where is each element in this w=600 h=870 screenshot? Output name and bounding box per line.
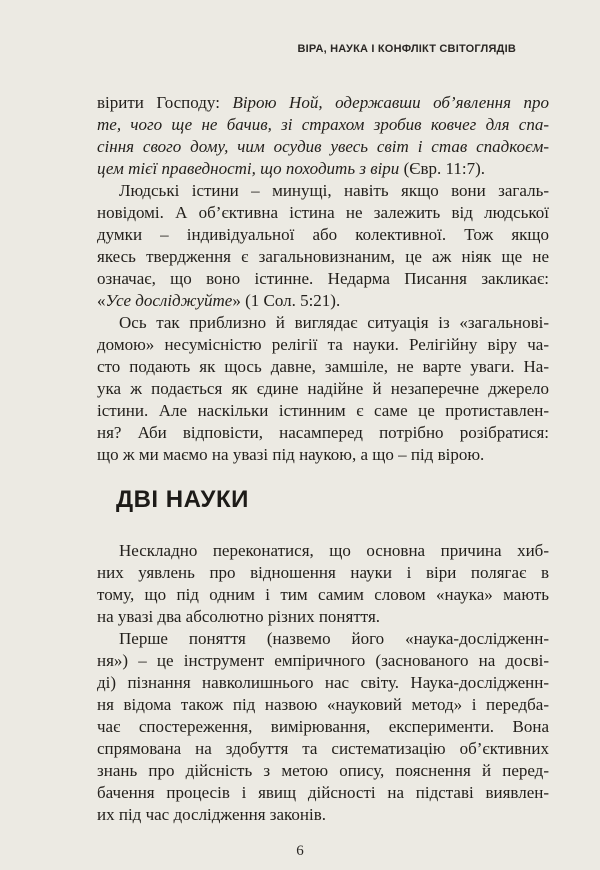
text-line: Ось так приблизно й виглядає ситуація із «загальнові- — [119, 313, 549, 332]
text-line: чає спостереження, вимірювання, експерименти. Вона — [97, 717, 549, 736]
text-line: означає, що воно істинне. Недарма Писання закликає: — [97, 269, 549, 288]
text-line: що ж ми маємо на увазі під наукою, а що – під вірою. — [97, 445, 485, 464]
text-line: ді) пізнання навколишнього нас світу. Наука-дослідженн- — [97, 673, 549, 692]
text-line: них уявлень про відношення науки і віри полягає в — [97, 563, 549, 582]
text-line: бачення процесів і явищ дійсності на підставі виявлен- — [97, 783, 549, 802]
text-line: вірити Господу: Вірою Ной, одержавши об’явлення про — [97, 93, 550, 112]
text-line: знань про дійсність з метою опису, пояснення й перед- — [97, 761, 549, 780]
text-line: Нескладно переконатися, що основна причина хиб- — [119, 541, 549, 560]
text-line: цем тієї праведності, що походить з віри (Євр. 11:7). — [97, 159, 485, 178]
text-line: думки – індивідуальної або колективної. Тож якщо — [97, 225, 549, 244]
text-line: домою» несумісністю релігії та науки. Релігійну віру ча- — [97, 335, 549, 354]
text-line: ня відома також під назвою «науковий метод» і передба- — [97, 695, 549, 714]
text-line: сто подають як щось давне, замшіле, не варте уваги. На- — [97, 357, 549, 376]
text-line: ука ж подається як єдине надійне й незаперечне джерело — [97, 379, 549, 398]
text-line: спрямована на здобуття та систематизацію об’єктивних — [97, 739, 549, 758]
text-line: их під час дослідження законів. — [97, 805, 327, 824]
section-heading: ДВІ НАУКИ — [116, 486, 249, 513]
text-line: істини. Але наскільки істинним є саме це протиставлен- — [97, 401, 549, 420]
text-line: те, чого ще не бачив, зі страхом зробив ковчег для спа- — [97, 115, 549, 134]
text-line: ня? Аби відповісти, насамперед потрібно розібратися: — [97, 423, 549, 442]
text-line: якесь твердження є загальновизнаним, це аж ніяк ще не — [97, 247, 549, 266]
text-line: «Усе досліджуйте» (1 Сол. 5:21). — [97, 291, 341, 310]
text-line: тому, що під одним і тим самим словом «наука» мають — [97, 585, 549, 604]
text-line: на увазі два абсолютно різних поняття. — [97, 607, 381, 626]
text-line: новідомі. А об’єктивна істина не залежить від людської — [97, 203, 549, 222]
text-line: Людські істини – минущі, навіть якщо вони загаль- — [119, 181, 549, 200]
text-line: ня») – це інструмент емпіричного (заснованого на досві- — [97, 651, 549, 670]
page-number: 6 — [296, 843, 304, 859]
text-line: Перше поняття (назвемо його «наука-дослідженн- — [119, 629, 549, 648]
running-head: ВІРА, НАУКА І КОНФЛІКТ СВІТОГЛЯДІВ — [297, 43, 516, 55]
text-line: сіння свого дому, чим осудив увесь світ і став спадкоєм- — [97, 137, 549, 156]
